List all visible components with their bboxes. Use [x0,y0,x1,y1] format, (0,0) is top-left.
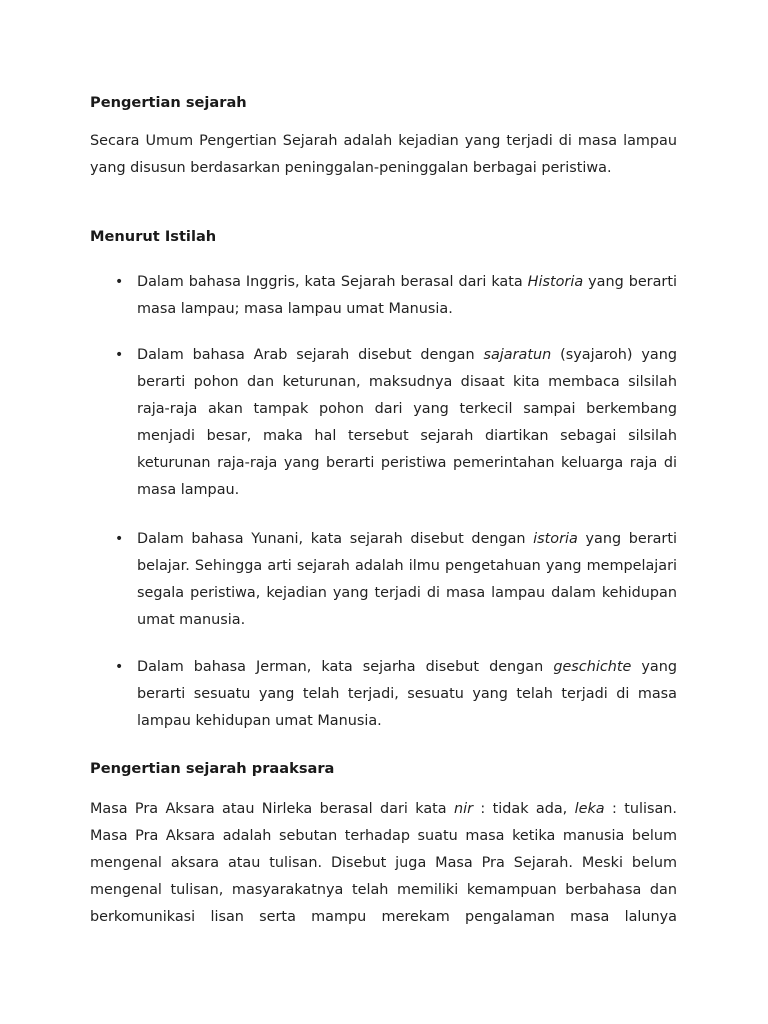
list-item [115,269,677,323]
text: yang berarti masa lampau; masa lampau umat Manusia. [137,274,677,317]
italic-term: nir [453,801,474,817]
heading-menurut-istilah: Menurut Istilah [90,228,217,245]
paragraph-pengertian: Secara Umum Pengertian Sejarah adalah kejadian yang terjadi di masa lampau yang disusun berdasarkan peninggalan-peninggalan berbagai peristiwa. [90,133,677,176]
text: yang berarti belajar. Sehingga arti sejarah adalah ilmu pengetahuan yang mempelajari segala peristiwa, kejadian yang terjadi di masa lampau dalam kehidupan umat manusia. [137,531,677,628]
bullet-icon: • [115,274,124,290]
text: Dalam bahasa Arab sejarah disebut dengan [137,347,484,363]
bullet-icon: • [115,347,124,363]
list-item [115,526,677,634]
text: : tulisan. Masa Pra Aksara adalah sebutan terhadap suatu masa ketika manusia belum mengenal aksara atau tulisan. Disebut juga Masa Pra Sejarah. Meski belum mengenal tulisan, masyarakatnya telah memiliki kemampuan berbahasa dan berkomunikasi lisan serta mampu merekam pengalaman masa lalunya [90,801,677,925]
list-item [115,654,678,735]
italic-term: leka [574,801,605,817]
heading-pengertian-sejarah: Pengertian sejarah [90,94,247,111]
italic-term: Historia [527,274,584,290]
text: yang berarti sesuatu yang telah terjadi, sesuatu yang telah terjadi di masa lampau kehidupan umat Manusia. [137,659,678,729]
text: Masa Pra Aksara atau Nirleka berasal dari kata [90,801,454,817]
text: Dalam bahasa Inggris, kata Sejarah berasal dari kata [137,274,528,290]
paragraph-praaksara [90,796,677,931]
text: (syajaroh) yang berarti pohon dan keturunan, maksudnya disaat kita membaca silsilah raja-raja akan tampak pohon dari yang terkecil sampai berkembang menjadi besar, maka hal tersebut sejarah diartikan sebagai silsilah keturunan raja-raja yang berarti peristiwa pemerintahan keluarga raja di masa lampau. [137,347,677,498]
text: : tidak ada, [473,801,575,817]
italic-term: istoria [533,531,578,547]
list-item [115,342,677,504]
bullet-icon: • [115,659,124,675]
italic-term: geschichte [553,659,632,675]
italic-term: sajaratun [483,347,552,363]
bullet-icon: • [115,531,124,547]
text: Dalam bahasa Yunani, kata sejarah disebut dengan [137,531,534,547]
text: Dalam bahasa Jerman, kata sejarha disebut dengan [137,659,554,675]
heading-praaksara: Pengertian sejarah praaksara [90,760,335,777]
